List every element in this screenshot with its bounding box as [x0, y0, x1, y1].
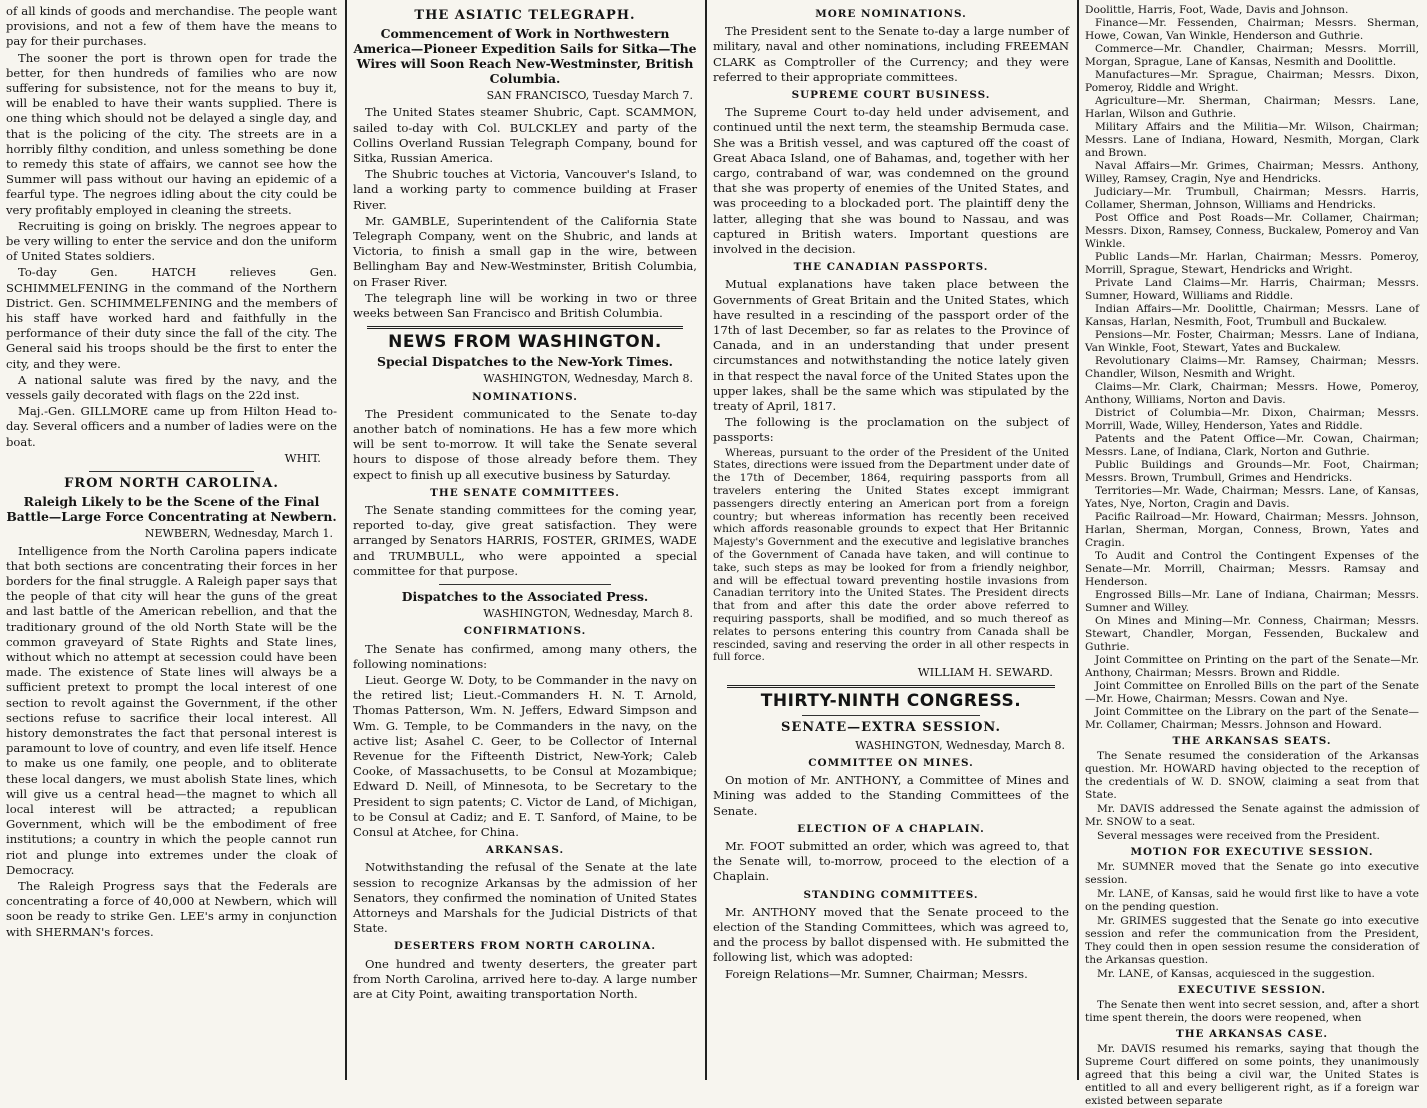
- committee-entry: Claims—Mr. Clark, Chairman; Messrs. Howe, Pomeroy, Anthony, Williams, Norton and Davis.: [1085, 381, 1419, 406]
- paragraph: The Senate then went into secret session, and, after a short time spent therein, the doors were reopened, when: [1085, 999, 1419, 1024]
- proclamation-text: Whereas, pursuant to the order of the President of the United States, directions were issued from the Department under date of the 17th of December, 1864, requiring passports from all travelers entering the United States except immigrant passengers directly entering an American port from a foreign country; but whereas information has recently been received which affords reasonable grounds to expect that Her Britannic Majesty's Government and the executive and legislative branches of the Government of Canada have taken, and will continue to take, such steps as may be looked for from a friendly neighbor, and will be effectual toward preventing hostile invasions from Canadian territory into the United States. The President directs that from and after this date the order above referred to requiring passports, shall be modified, and so much thereof as relates to persons entering this country from Canada shall be rescinded, saving and reserving the order in all other respects in full force.: [713, 446, 1069, 664]
- subheading: THE CANADIAN PASSPORTS.: [793, 261, 989, 274]
- subheading: ELECTION OF A CHAPLAIN.: [797, 822, 985, 835]
- paragraph: The Shubric touches at Victoria, Vancouver's Island, to land a working party to commence building at Fraser River.: [353, 167, 697, 212]
- committee-entry: Finance—Mr. Fessenden, Chairman; Messrs. Sherman, Howe, Cowan, Van Winkle, Henderson and Guthrie.: [1085, 17, 1419, 42]
- committee-entry: Public Buildings and Grounds—Mr. Foot, Chairman; Messrs. Brown, Trumbull, Grimes and Hendricks.: [1085, 459, 1419, 484]
- paragraph: Mr. ANTHONY moved that the Senate proceed to the election of the Standing Committees, which was agreed to, and the process by ballot dispensed with. He submitted the following list, which was adopted:: [713, 904, 1069, 965]
- subheading: DESERTERS FROM NORTH CAROLINA.: [394, 940, 656, 953]
- column-1: [0, 0, 345, 1080]
- paragraph: The sooner the port is thrown open for trade the better, for then hundreds of families who are now suffering for subsistence, not for the means to buy it, will be enabled to have their wants supplied. There is one thing which should not be delayed a single day, and that is the policing of the city. The streets are in a horribly filthy condition, and unless something be done to remedy this state of affairs, we cannot see how the Summer will pass without our having an epidemic of a fearful type. The negroes idling about the city could be very profitably employed in cleaning the streets.: [6, 50, 337, 217]
- dateline: WASHINGTON, Wednesday, March 8.: [483, 372, 693, 386]
- paragraph: Foreign Relations—Mr. Sumner, Chairman; Messrs.: [725, 966, 1028, 981]
- committee-entry: Joint Committee on the Library on the part of the Senate—Mr. Collamer, Chairman; Messrs. Johnson and Howard.: [1085, 706, 1419, 731]
- committee-entry: Territories—Mr. Wade, Chairman; Messrs. Lane, of Kansas, Yates, Nye, Norton, Cragin and Davis.: [1085, 485, 1419, 510]
- column-2: [345, 0, 705, 1080]
- committee-entry: District of Columbia—Mr. Dixon, Chairman; Messrs. Morrill, Wade, Willey, Henderson, Yates and Riddle.: [1085, 407, 1419, 432]
- committee-entry: Pensions—Mr. Foster, Chairman; Messrs. Lane of Indiana, Van Winkle, Foot, Stewart, Yates and Buckalew.: [1085, 329, 1419, 354]
- committee-entry: Military Affairs and the Militia—Mr. Wilson, Chairman; Messrs. Lane of Indiana, Howard, Nesmith, Morgan, Clark and Brown.: [1085, 121, 1419, 159]
- committee-entry: Post Office and Post Roads—Mr. Collamer, Chairman; Messrs. Dixon, Ramsey, Conness, Buckalew, Pomeroy and Van Winkle.: [1085, 212, 1419, 250]
- article-headline: THE ASIATIC TELEGRAPH.: [414, 8, 636, 23]
- paragraph: Mr. SUMNER moved that the Senate go into executive session.: [1085, 861, 1419, 886]
- subheading: MORE NOMINATIONS.: [815, 8, 967, 20]
- paragraph: One hundred and twenty deserters, the greater part from North Carolina, arrived here to-day. A large number are at City Point, awaiting transportation North.: [353, 956, 697, 1001]
- signature: WILLIAM H. SEWARD.: [917, 665, 1053, 680]
- paragraph: Notwithstanding the refusal of the Senate at the late session to recognize Arkansas by the admission of her Senators, they confirmed the nomination of United States Attorneys and Marshals for the Judicial Districts of that State.: [353, 860, 697, 936]
- committee-entry: Indian Affairs—Mr. Doolittle, Chairman; Messrs. Lane of Kansas, Harlan, Nesmith, Foot, Trumbull and Buckalew.: [1085, 303, 1419, 328]
- subheading: SUPREME COURT BUSINESS.: [791, 89, 991, 102]
- paragraph: The President sent to the Senate to-day a large number of military, naval and other nominations, including FREEMAN CLARK as Comptroller of the Currency; and they were referred to their appropriate committees.: [713, 24, 1069, 84]
- paragraph: Mutual explanations have taken place between the Governments of Great Britain and the United States, which have resulted in a rescinding of the passport order of the 17th of last December, so far as relates to the Province of Canada, and in an understanding that under present circumstances and notwithstanding the notice lately given in that respect the naval force of the United States upon the upper lakes, shall be the same which was stipulated by the treaty of April, 1817.: [713, 277, 1069, 414]
- dateline: WASHINGTON, Wednesday, March 8.: [483, 607, 693, 621]
- paragraph: To-day Gen. HATCH relieves Gen. SCHIMMELFENING in the command of the Northern District. Gen. SCHIMMELFENING and the members of his staff have worked hard and faithfully in the performance of their duty since the fall of the city. The General said his troops should be the first to enter the city, and they were.: [6, 265, 337, 371]
- divider: [367, 326, 683, 329]
- dateline: NEWBERN, Wednesday, March 1.: [144, 527, 333, 541]
- committee-entry: Joint Committee on Enrolled Bills on the part of the Senate—Mr. Howe, Chairman; Messrs. Cowan and Nye.: [1085, 680, 1419, 705]
- signature: WHIT.: [284, 450, 321, 465]
- section-banner: NEWS FROM WASHINGTON.: [388, 332, 662, 353]
- paragraph: Recruiting is going on briskly. The negroes appear to be very willing to enter the service and don the uniform of United States soldiers.: [6, 218, 337, 264]
- divider: [802, 715, 980, 716]
- committee-entry: Engrossed Bills—Mr. Lane of Indiana, Chairman; Messrs. Sumner and Willey.: [1085, 589, 1419, 614]
- committee-entry: Naval Affairs—Mr. Grimes, Chairman; Messrs. Anthony, Willey, Ramsey, Cragin, Nye and Hendricks.: [1085, 160, 1419, 185]
- subheading: NOMINATIONS.: [472, 390, 578, 403]
- article-deck: Dispatches to the Associated Press.: [401, 589, 649, 605]
- paragraph: A national salute was fired by the navy, and the vessels gaily decorated with flags on the 22d inst.: [6, 372, 337, 403]
- column-3: [705, 0, 1077, 1080]
- divider: [439, 584, 611, 585]
- column-4: [1077, 0, 1427, 1107]
- paragraph: Lieut. George W. Doty, to be Commander in the navy on the retired list; Lieut.-Commanders H. N. T. Arnold, Thomas Patterson, Wm. N. Jeffers, Edward Simpson and Wm. G. Temple, to be Commanders in the navy, on the active list; Asahel C. Geer, to be Collector of Internal Revenue for the Fifteenth District, New-York; Caleb Cooke, of Massachusetts, to be Consul at Mozambique; Edward D. Neill, of Minnesota, to be Secretary to the President to sign patents; C. Victor de Land, of Michigan, to be Consul at Cadiz; and E. T. Sanford, of Maine, to be Consul at Atchee, for China.: [353, 672, 697, 839]
- committee-entry: On Mines and Mining—Mr. Conness, Chairman; Messrs. Stewart, Chandler, Morgan, Fessenden, Buckalew and Guthrie.: [1085, 615, 1419, 653]
- paragraph: The telegraph line will be working in two or three weeks between San Francisco and British Columbia.: [353, 290, 697, 321]
- subheading: THE SENATE COMMITTEES.: [430, 486, 620, 499]
- subheading: MOTION FOR EXECUTIVE SESSION.: [1130, 846, 1374, 858]
- committee-entry: Public Lands—Mr. Harlan, Chairman; Messrs. Pomeroy, Morrill, Sprague, Stewart, Hendricks and Wright.: [1085, 251, 1419, 276]
- subheading: THE ARKANSAS CASE.: [1175, 1028, 1328, 1040]
- subheading: COMMITTEE ON MINES.: [808, 757, 974, 770]
- paragraph: Mr. GRIMES suggested that the Senate go into executive session and refer the communication from the President, They could then in open session resume the consideration of the Arkansas question.: [1085, 915, 1419, 966]
- committee-entry: To Audit and Control the Contingent Expenses of the Senate—Mr. Morrill, Chairman; Messrs. Ramsay and Henderson.: [1085, 550, 1419, 588]
- subheading: EXECUTIVE SESSION.: [1178, 984, 1326, 996]
- paragraph: Mr. DAVIS addressed the Senate against the admission of Mr. SNOW to a seat.: [1085, 803, 1419, 828]
- paragraph: Maj.-Gen. GILLMORE came up from Hilton Head to-day. Several officers and a number of ladies were on the boat.: [6, 404, 337, 449]
- article-deck: Special Dispatches to the New-York Times.: [377, 354, 673, 370]
- paragraph: The President communicated to the Senate to-day another batch of nominations. He has a few more which will be sent to-morrow. It will take the Senate several hours to dispose of those already before them. They expect to finish up all executive business by Saturday.: [353, 406, 697, 482]
- divider: [89, 471, 255, 472]
- article-headline: SENATE—EXTRA SESSION.: [781, 719, 1001, 735]
- committee-entry: Doolittle, Harris, Foot, Wade, Davis and Johnson.: [1085, 4, 1349, 16]
- subheading: CONFIRMATIONS.: [463, 625, 587, 638]
- paragraph: On motion of Mr. ANTHONY, a Committee of Mines and Mining was added to the Standing Committees of the Senate.: [713, 773, 1069, 818]
- subheading: STANDING COMMITTEES.: [803, 888, 979, 901]
- article-deck: Raleigh Likely to be the Scene of the Final Battle—Large Force Concentrating at Newbern.: [6, 494, 337, 525]
- paragraph: Mr. LANE, of Kansas, said he would first like to have a vote on the pending question.: [1085, 888, 1419, 913]
- paragraph: Mr. DAVIS resumed his remarks, saying that though the Supreme Court differed on some points, they unanimously agreed that this being a civil war, the United States is entitled to all and every belligerent right, as if a foreign war existed between separate: [1085, 1043, 1419, 1107]
- dateline: WASHINGTON, Wednesday, March 8.: [855, 738, 1065, 752]
- paragraph: The Senate has confirmed, among many others, the following nominations:: [353, 641, 697, 671]
- paragraph: Mr. GAMBLE, Superintendent of the California State Telegraph Company, went on the Shubric, and lands at Victoria, to finish a small gap in the wire, between Bellingham Bay and New-Westminster, British Columbia, on Fraser River.: [353, 213, 697, 289]
- paragraph: The Supreme Court to-day held under advisement, and continued until the next term, the steamship Bermuda case. She was a British vessel, and was captured off the coast of Great Abaca Island, one of Bahamas, and, together with her cargo, contraband of war, was condemned on the ground that she was property of enemies of the United States, and was proceeding to a blockaded port. The plaintiff deny the latter, alleging that she was bound to Nassau, and was captured in British waters. Important questions are involved in the decision.: [713, 105, 1069, 257]
- paragraph: Intelligence from the North Carolina papers indicate that both sections are concentrating their forces in her borders for the final struggle. A Raleigh paper says that the people of that city will hear the guns of the great and last battle of the American rebellion, and that the traditionary ground of the old North State will be the common graveyard of State Rights and State lines, without which no attempt at secession could have been made. The existence of State lines will always be a sufficient pretext to prompt the local interest of one section to revolt against the Government, if the other sections refuse to sacrifice their local interest. All history demonstrates the fact that personal interest is paramount to love of country, and even life itself. Hence to make us one family, one people, and to obliterate these local dangers, we must abolish State lines, which will give us a central head—the magnet to which all local interest will be attracted; a republican Government, which will be the embodiment of free institutions; a country in which the people cannot run riot and plunge into extremes under the cloak of Democracy.: [6, 543, 337, 877]
- dateline: SAN FRANCISCO, Tuesday March 7.: [486, 89, 693, 103]
- committee-entry: Judiciary—Mr. Trumbull, Chairman; Messrs. Harris, Collamer, Sherman, Johnson, Williams and Hendricks.: [1085, 186, 1419, 211]
- paragraph: The Senate standing committees for the coming year, reported to-day, give great satisfaction. They were arranged by Senators HARRIS, FOSTER, GRIMES, WADE and TRUMBULL, who were appointed a special committee for that purpose.: [353, 503, 697, 578]
- divider: [727, 685, 1055, 688]
- paragraph: Several messages were received from the President.: [1097, 830, 1380, 842]
- subheading: ARKANSAS.: [485, 844, 565, 857]
- paragraph: The Raleigh Progress says that the Federals are concentrating a force of 40,000 at Newbern, which will soon be ready to strike Gen. LEE's army in conjunction with SHERMAN's forces.: [6, 878, 337, 939]
- committee-entry: Private Land Claims—Mr. Harris, Chairman; Messrs. Sumner, Howard, Williams and Riddle.: [1085, 277, 1419, 302]
- subheading: THE ARKANSAS SEATS.: [1172, 735, 1332, 747]
- section-banner: THIRTY-NINTH CONGRESS.: [760, 691, 1022, 712]
- committee-entry: Commerce—Mr. Chandler, Chairman; Messrs. Morrill, Morgan, Sprague, Lane of Kansas, Nesmith and Doolittle.: [1085, 43, 1419, 68]
- committee-entry: Agriculture—Mr. Sherman, Chairman; Messrs. Lane, Harlan, Wilson and Guthrie.: [1085, 95, 1419, 120]
- committee-entry: Pacific Railroad—Mr. Howard, Chairman; Messrs. Johnson, Harlan, Sherman, Morgan, Conness, Brown, Yates and Cragin.: [1085, 511, 1419, 549]
- paragraph: The following is the proclamation on the subject of passports:: [713, 415, 1069, 445]
- paragraph: of all kinds of goods and merchandise. The people want provisions, and not a few of them have the means to pay for their purchases.: [6, 4, 337, 49]
- paragraph: Mr. LANE, of Kansas, acquiesced in the suggestion.: [1097, 968, 1375, 980]
- committee-entry: Manufactures—Mr. Sprague, Chairman; Messrs. Dixon, Pomeroy, Riddle and Wright.: [1085, 69, 1419, 94]
- committee-entry: Joint Committee on Printing on the part of the Senate—Mr. Anthony, Chairman; Messrs. Brown and Riddle.: [1085, 654, 1419, 679]
- paragraph: The United States steamer Shubric, Capt. SCAMMON, sailed to-day with Col. BULCKLEY and party of the Collins Overland Russian Telegraph Company, bound for Sitka, Russian America.: [353, 105, 697, 166]
- committee-entry: Revolutionary Claims—Mr. Ramsey, Chairman; Messrs. Chandler, Wilson, Nesmith and Wright.: [1085, 355, 1419, 380]
- committee-list: [1085, 4, 1419, 732]
- paragraph: Mr. FOOT submitted an order, which was agreed to, that the Senate will, to-morrow, proceed to the election of a Chaplain.: [713, 839, 1069, 884]
- article-deck: Commencement of Work in Northwestern America—Pioneer Expedition Sails for Sitka—The Wires will Soon Reach New-Westminster, British Columbia.: [353, 26, 697, 87]
- committee-entry: Patents and the Patent Office—Mr. Cowan, Chairman; Messrs. Lane, of Indiana, Clark, Norton and Guthrie.: [1085, 433, 1419, 458]
- paragraph: The Senate resumed the consideration of the Arkansas question. Mr. HOWARD having objected to the reception of the credentials of W. D. SNOW, claiming a seat from that State.: [1085, 750, 1419, 801]
- article-headline: FROM NORTH CAROLINA.: [64, 476, 279, 492]
